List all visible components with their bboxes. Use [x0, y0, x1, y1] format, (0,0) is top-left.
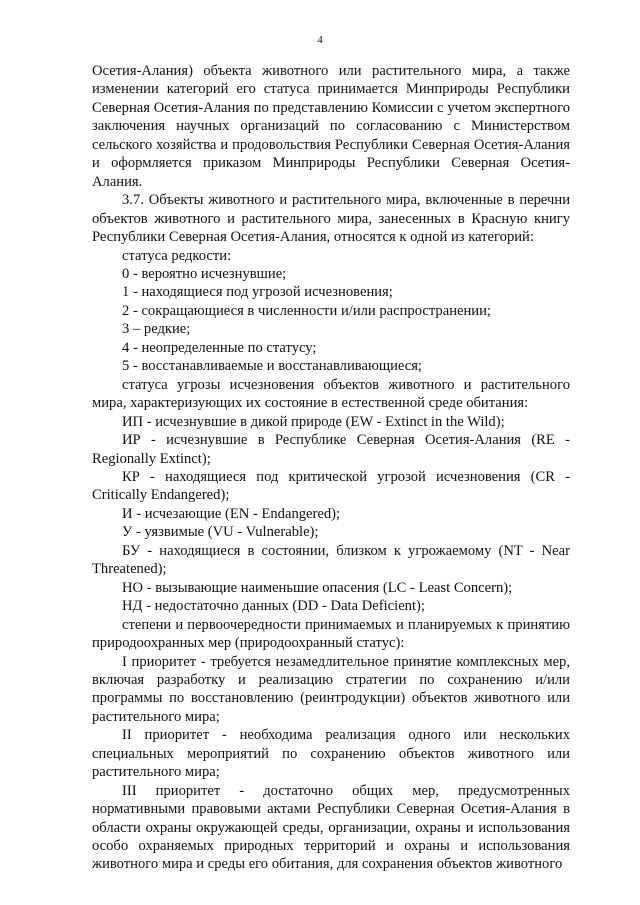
rarity-category-5: 5 - восстанавливаемые и восстанавливающиеся;: [122, 358, 422, 375]
conservation-status-heading: степени и первоочередности принимаемых и планируемых к принятию природоохранных мер (природоохранный статус):: [92, 616, 570, 652]
rarity-category-1: 1 - находящиеся под угрозой исчезновения;: [122, 284, 393, 301]
threat-category-u: У - уязвимые (VU - Vulnerable);: [122, 524, 319, 541]
rarity-category-4: 4 - неопределенные по статусу;: [122, 339, 317, 356]
threat-category-i: И - исчезающие (EN - Endangered);: [122, 505, 341, 522]
rarity-category-3: 3 – редкие;: [122, 321, 191, 338]
rarity-category-2: 2 - сокращающиеся в численности и/или распространении;: [122, 302, 491, 319]
page-number: 4: [317, 34, 323, 46]
threat-category-ir: ИР - исчезнувшие в Республике Северная Осетия-Алания (RE - Regionally Extinct);: [92, 432, 570, 467]
paragraph-continuation: Осетия-Алания) объекта животного или растительного мира, а также изменении категорий его статуса принимается Минприроды Республики Северная Осетия-Алания по представлению Комиссии с учетом экспертного заключения научных организаций по согласованию с Министерством сельского хозяйства и продовольствия Республики Северная Осетия-Алания и оформляется приказом Минприроды Республики Северная Осетия-Алания.: [92, 63, 570, 190]
rarity-category-0: 0 - вероятно исчезнувшие;: [122, 265, 287, 282]
document-body: [92, 62, 570, 874]
priority-3: III приоритет - достаточно общих мер, предусмотренных нормативными правовыми актами Республики Северная Осетия-Алания в области охраны окружающей среды, организации, охраны и использования особо охраняемых природных территорий и охраны и использования животного мира и среды его обитания, для сохранения объектов животного: [92, 782, 570, 873]
threat-category-kr: КР - находящиеся под критической угрозой исчезновения (CR - Critically Endangered);: [92, 468, 570, 504]
threat-status-heading: статуса угрозы исчезновения объектов животного и растительного мира, характеризующих их состояние в естественной среде обитания:: [92, 376, 570, 412]
paragraph-3-7: 3.7. Объекты животного и растительного мира, включенные в перечни объектов животного и растительного мира, занесенных в Красную книгу Республики Северная Осетия-Алания, относятся к одной из категорий:: [92, 192, 570, 246]
threat-category-no: НО - вызывающие наименьшие опасения (LC - Least Concern);: [122, 579, 513, 596]
rarity-status-heading: статуса редкости:: [122, 247, 232, 264]
threat-category-ip: ИП - исчезнувшие в дикой природе (EW - Extinct in the Wild);: [122, 413, 505, 430]
threat-category-bu: БУ - находящиеся в состоянии, близком к угрожаемому (NT - Near Threatened);: [92, 542, 570, 578]
threat-category-nd: НД - недостаточно данных (DD - Data Deficient);: [122, 598, 425, 615]
priority-2: II приоритет - необходима реализация одного или нескольких специальных мероприятий по сохранению объектов животного или растительного мира;: [92, 727, 570, 781]
priority-1: I приоритет - требуется незамедлительное принятие комплексных мер, включая разработку и реализацию стратегии по сохранению и/или программы по восстановлению (реинтродукции) объектов животного или растительного мира;: [92, 653, 570, 725]
